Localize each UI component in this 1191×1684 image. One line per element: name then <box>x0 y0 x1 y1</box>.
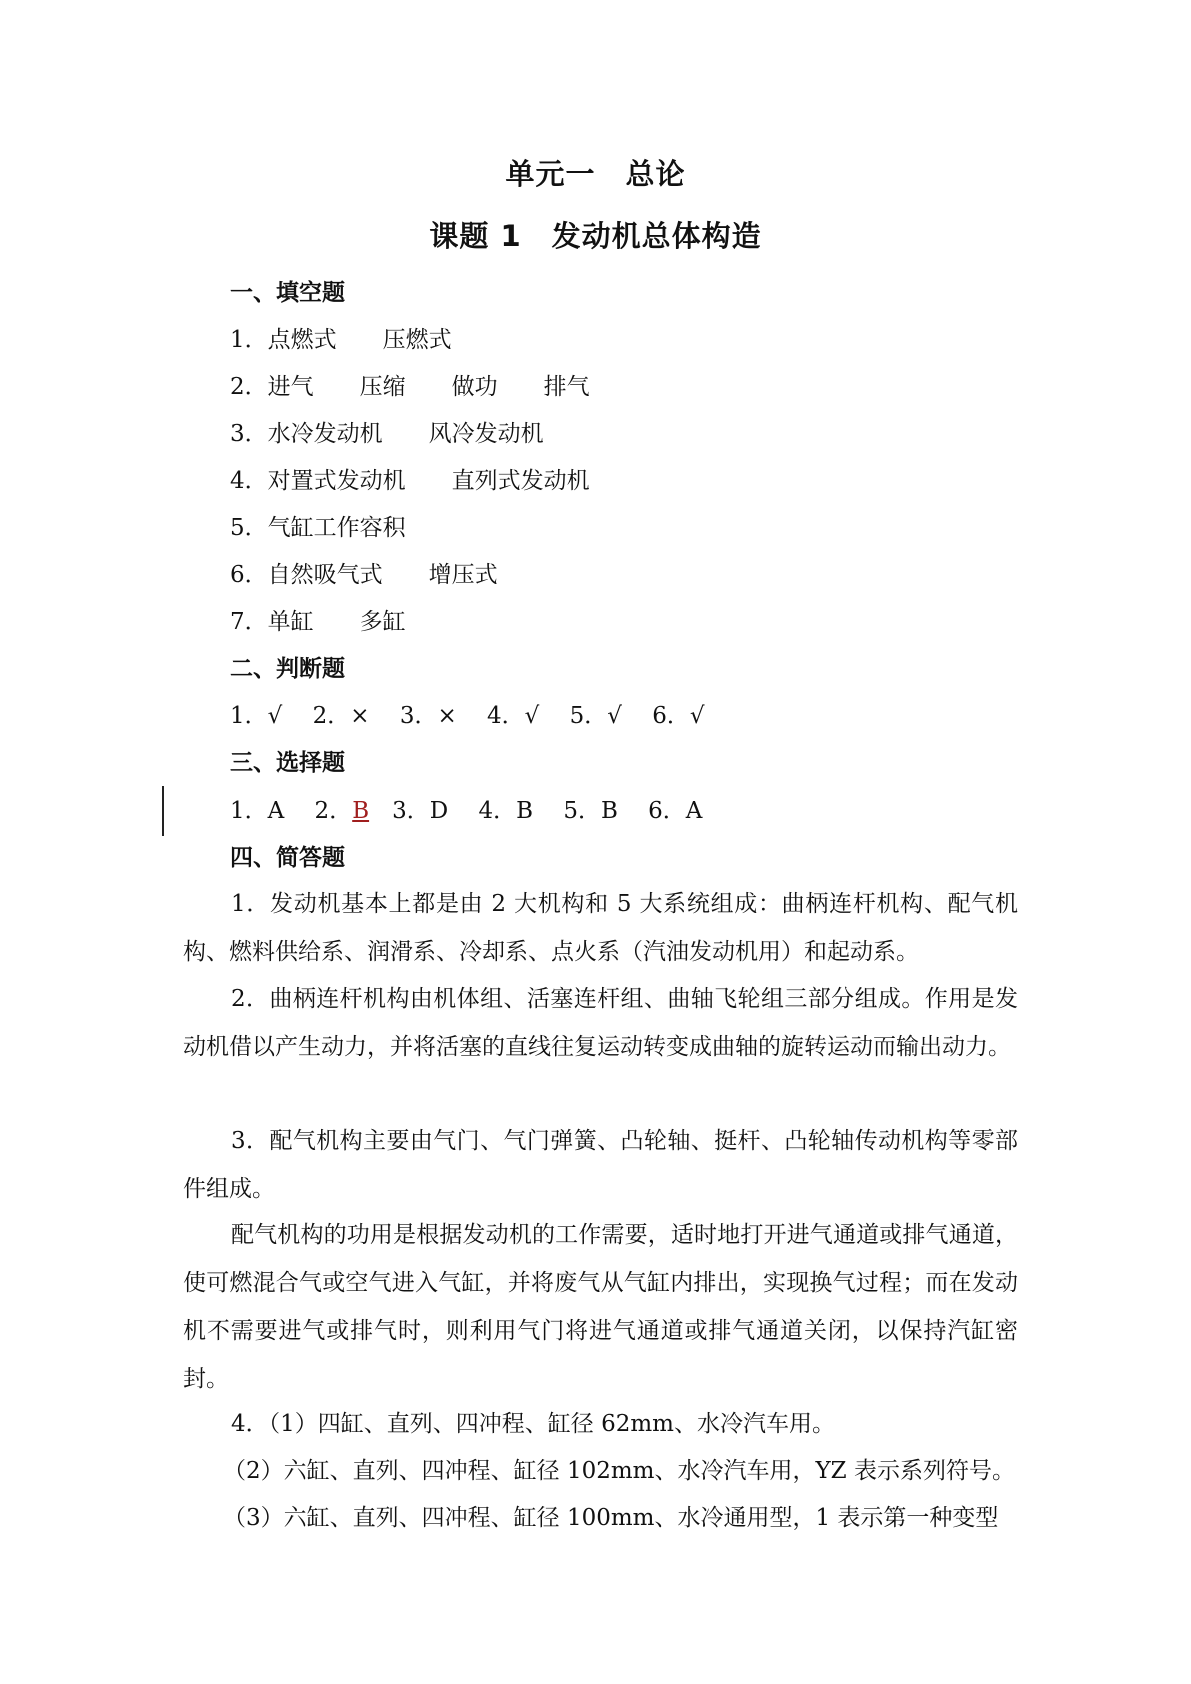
lesson-title: 课题 1 发动机总体构造 <box>429 219 762 253</box>
short-answer-4-item-1: 4．（1）四缸、直列、四冲程、缸径 62mm、水冷汽车用。 <box>231 1411 835 1437</box>
fill-blank-item-6: 6．自然吸气式 增压式 <box>230 562 498 588</box>
short-answer-2: 2．曲柄连杆机构由机体组、活塞连杆组、曲轴飞轮组三部分组成。作用是发动机借以产生动力，并将活塞的直线往复运动转变成曲轴的旋转运动而输出动力。 <box>183 986 1018 1060</box>
short-answer-4-item-2: （2）六缸、直列、四冲程、缸径 102mm、水冷汽车用，YZ 表示系列符号。 <box>223 1458 1015 1484</box>
fill-blank-item-1: 1．点燃式 压燃式 <box>230 327 452 353</box>
section-heading-fill-blank: 一、填空题 <box>230 280 345 306</box>
short-answer-1: 1．发动机基本上都是由 2 大机构和 5 大系统组成：曲柄连杆机构、配气机构、燃料供给系、润滑系、冷却系、点火系（汽油发动机用）和起动系。 <box>183 891 1018 965</box>
short-answer-3-function: 配气机构的功用是根据发动机的工作需要，适时地打开进气通道或排气通道，使可燃混合气或空气进入气缸，并将废气从气缸内排出，实现换气过程；而在发动机不需要进气或排气时，则利用气门将进气通道或排气通道关闭，以保持汽缸密封。 <box>183 1222 1018 1392</box>
choice-answers-part-2: 3．D 4．B 5．B 6．A <box>369 798 703 824</box>
change-bar <box>162 786 164 836</box>
unit-title: 单元一 总论 <box>505 157 686 191</box>
fill-blank-item-3: 3．水冷发动机 风冷发动机 <box>230 421 544 447</box>
fill-blank-item-2: 2．进气 压缩 做功 排气 <box>230 374 590 400</box>
section-heading-short-answer: 四、简答题 <box>230 845 345 871</box>
short-answer-3: 3．配气机构主要由气门、气门弹簧、凸轮轴、挺杆、凸轮轴传动机构等零部件组成。 <box>183 1128 1018 1202</box>
choice-answers <box>230 796 702 826</box>
short-answer-4-item-3: （3）六缸、直列、四冲程、缸径 100mm、水冷通用型，1 表示第一种变型 <box>223 1505 999 1531</box>
fill-blank-item-7: 7．单缸 多缸 <box>230 609 406 635</box>
choice-answers-part-1: 1．A 2． <box>230 798 353 824</box>
fill-blank-item-5: 5．气缸工作容积 <box>230 515 406 541</box>
section-heading-choice: 三、选择题 <box>230 750 345 776</box>
true-false-answers: 1．√ 2．× 3．× 4．√ 5．√ 6．√ <box>230 703 705 729</box>
fill-blank-item-4: 4．对置式发动机 直列式发动机 <box>230 468 590 494</box>
tracked-change-answer[interactable]: B <box>352 798 370 824</box>
section-heading-true-false: 二、判断题 <box>230 656 345 682</box>
